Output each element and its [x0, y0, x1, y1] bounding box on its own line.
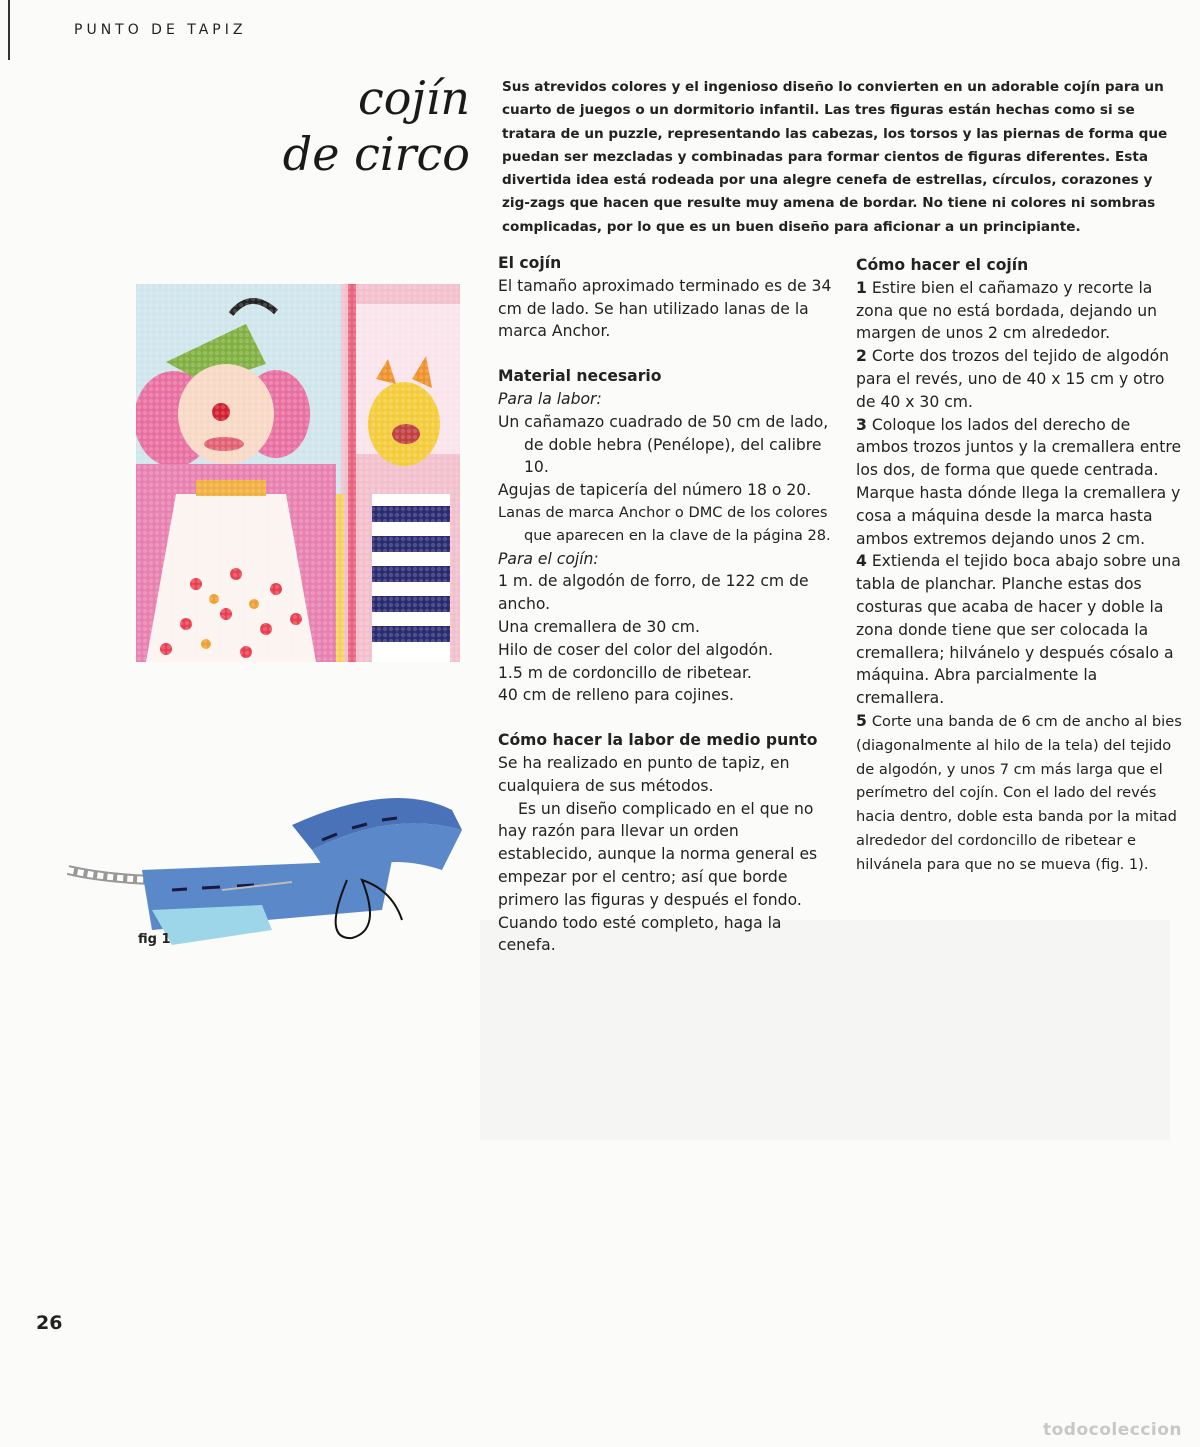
page-number: 26: [36, 1312, 63, 1334]
title-line-1: cojín: [357, 71, 470, 125]
needlepoint-image: [136, 284, 460, 662]
bias-binding-drawing: [62, 770, 472, 955]
step-item: [856, 277, 1186, 345]
material-item: Hilo de coser del color del algodón.: [498, 640, 774, 659]
cushion-heading: El cojín: [498, 254, 562, 272]
page-edge: [8, 0, 10, 60]
step-item: [856, 550, 1186, 710]
material-item: Un cañamazo cuadrado de 50 cm de lado, de doble hebra (Penélope), del calibre 10.: [498, 412, 829, 477]
show-through: [480, 920, 1170, 1140]
step-text: Estire bien el cañamazo y recorte la zona que no está bordada, dejando un margen de unos 2 cm alrededor.: [856, 278, 1158, 343]
cushion-text: El tamaño aproximado terminado es de 34 cm de lado. Se han utilizado lanas de la marca Anchor.: [498, 276, 832, 341]
middle-column: [498, 252, 838, 957]
how-to-heading: Cómo hacer el cojín: [856, 256, 1029, 274]
section-header: PUNTO DE TAPIZ: [74, 22, 247, 38]
cushion-photo: [136, 284, 460, 662]
step-text: Corte dos trozos del tejido de algodón para el revés, uno de 40 x 15 cm y otro de 40 x 30 cm.: [856, 347, 1170, 411]
labor-label: Para la labor:: [498, 389, 602, 408]
intro-paragraph: Sus atrevidos colores y el ingenioso diseño lo convierten en un adorable cojín para un cuarto de juegos o un dormitorio infantil. Las tres figuras están hechas como si se tratara de un puzzle, representando las cabezas, los torsos y las piernas de forma que puedan ser mezcladas y combinadas para formar cientos de figuras diferentes. Esta divertida idea está rodeada por una alegre cenefa de estrellas, círculos, corazones y zig-zags que hacen que resulte muy amena de bordar. No tiene ni colores ni sombras complicadas, por lo que es un buen diseño para aficionar a un principiante.: [502, 79, 1168, 235]
step-number: 5: [856, 711, 867, 730]
step-text: Corte una banda de 6 cm de ancho al bies (diagonalmente al hilo de la tela) del tejido de algodón, y unos 7 cm más larga que el perímetro del cojín. Con el lado del revés hacia dentro, doble esta banda por la mitad alrededor del cordoncillo de ribetear e hilvánela para que no se mueva (fig. 1).: [856, 712, 1182, 873]
cojin-label: Para el cojín:: [498, 549, 599, 568]
fig-1-illustration: [62, 770, 472, 955]
material-item: 40 cm de relleno para cojines.: [498, 686, 734, 705]
step-number: 4: [856, 552, 867, 571]
step-item: [856, 710, 1186, 877]
material-item: Lanas de marca Anchor o DMC de los colores que aparecen en la clave de la página 28.: [498, 503, 831, 544]
step-number: 2: [856, 347, 867, 366]
half-stitch-p2: Es un diseño complicado en el que no hay razón para llevar un orden establecido, aunque la norma general es empezar por el centro; así que borde primero las figuras y después el fondo. Cuando todo esté completo, haga la cenefa.: [498, 799, 818, 955]
step-text: Coloque los lados del derecho de ambos trozos juntos y la cremallera entre los dos, de forma que quede centrada. Marque hasta dónde llega la cremallera y cosa a máquina desde la marca hasta ambos extremos dejando unos 2 cm.: [856, 415, 1182, 548]
step-item: [856, 345, 1186, 413]
material-item: 1.5 m de cordoncillo de ribetear.: [498, 663, 752, 682]
figure-label: fig 1: [138, 932, 171, 947]
step-number: 1: [856, 278, 867, 297]
half-stitch-p1: Se ha realizado en punto de tapiz, en cualquiera de sus métodos.: [498, 753, 790, 795]
material-item: Agujas de tapicería del número 18 o 20.: [498, 481, 812, 500]
material-item: 1 m. de algodón de forro, de 122 cm de ancho.: [498, 572, 809, 614]
materials-heading: Material necesario: [498, 367, 662, 386]
page-title: [230, 70, 470, 182]
title-line-2: de circo: [282, 127, 470, 181]
half-stitch-heading: Cómo hacer la labor de medio punto: [498, 731, 818, 750]
watermark: todocoleccion: [1042, 1420, 1182, 1440]
right-column: [856, 254, 1186, 877]
material-item: Una cremallera de 30 cm.: [498, 617, 700, 636]
step-number: 3: [856, 415, 867, 434]
step-text: Extienda el tejido boca abajo sobre una tabla de planchar. Planche estas dos costuras que acaba de hacer y doble la zona donde tiene que ser colocada la cremallera; hilvánelo y después cósalo a máquina. Abra parcialmente la cremallera.: [856, 552, 1181, 708]
step-item: [856, 414, 1186, 551]
